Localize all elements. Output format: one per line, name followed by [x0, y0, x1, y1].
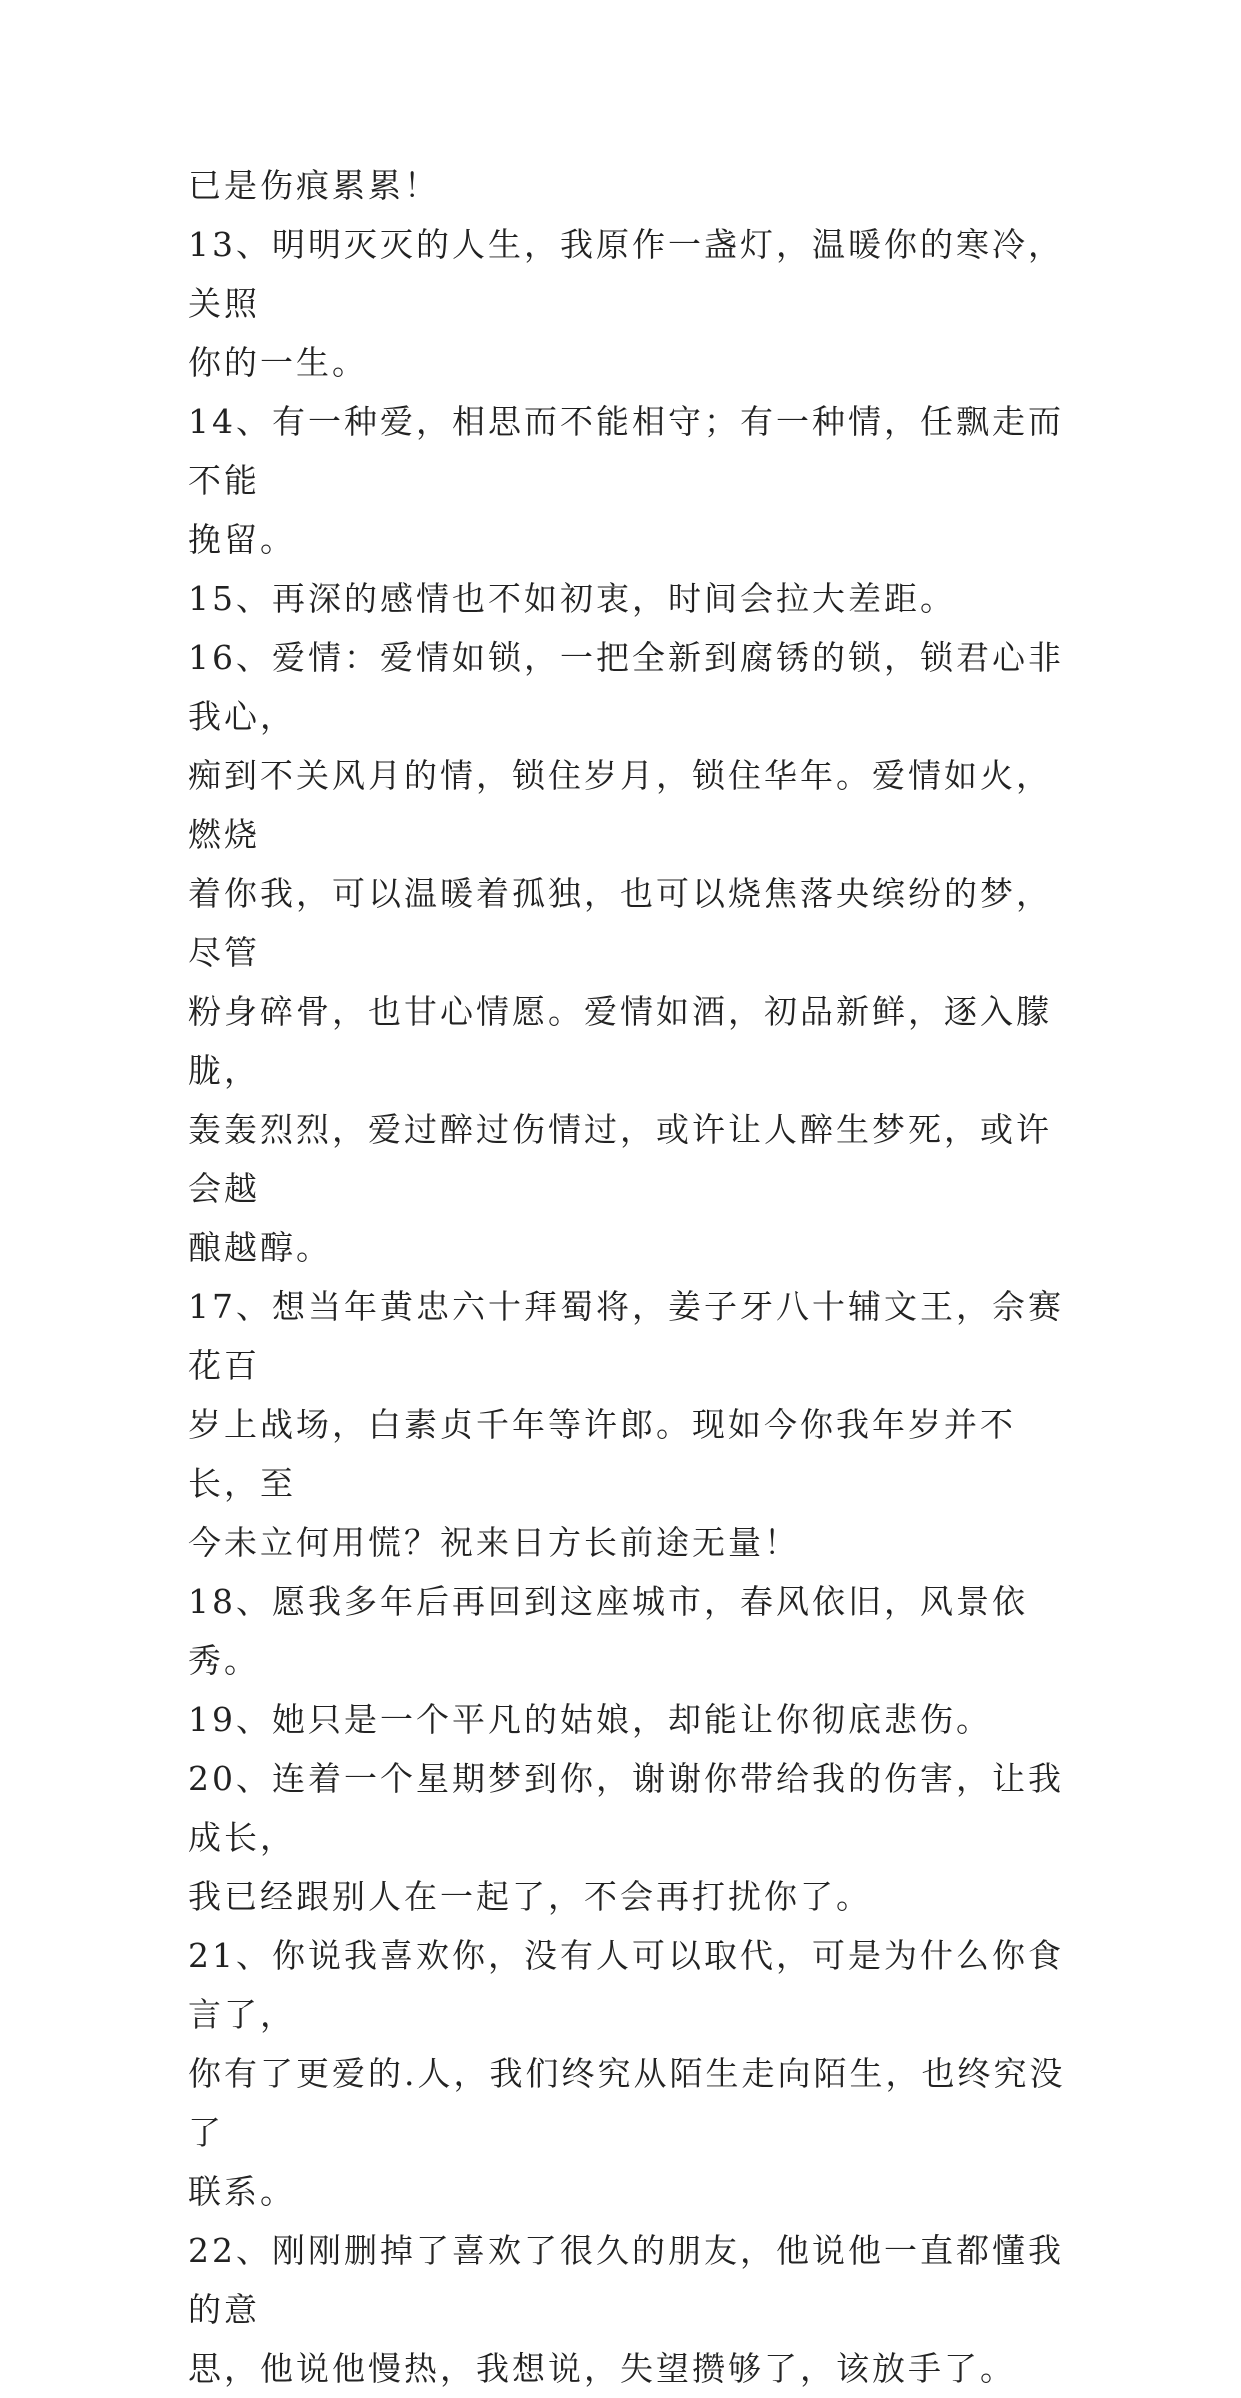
- paragraph-20: 20、连着一个星期梦到你，谢谢你带给我的伤害，让我成长， 我已经跟别人在一起了，不会再打扰你了。: [188, 1759, 1064, 1916]
- paragraph-21: 21、你说我喜欢你，没有人可以取代，可是为什么你食言了， 你有了更爱的.人，我们终究从陌生走向陌生，也终究没了 联系。: [188, 1936, 1066, 2211]
- paragraph-19: 19、她只是一个平凡的姑娘，却能让你彻底悲伤。: [188, 1700, 992, 1739]
- paragraph-18: 18、愿我多年后再回到这座城市，春风依旧，风景依秀。: [188, 1582, 1028, 1680]
- paragraph-13: 13、明明灭灭的人生，我原作一盏灯，温暖你的寒冷，关照 你的一生。: [188, 225, 1064, 382]
- paragraph-continued: 已是伤痕累累！: [188, 166, 440, 205]
- paragraph-14: 14、有一种爱，相思而不能相守；有一种情，任飘走而不能 挽留。: [188, 402, 1064, 559]
- paragraph-22: 22、刚刚删掉了喜欢了很久的朋友，他说他一直都懂我的意 思，他说他慢热，我想说，失望攒够了，该放手了。: [188, 2231, 1064, 2388]
- document-body: [188, 156, 1068, 2398]
- paragraph-16: 16、爱情：爱情如锁，一把全新到腐锈的锁，锁君心非我心， 痴到不关风月的情，锁住岁月，锁住华年。爱情如火，燃烧 着你我，可以温暖着孤独，也可以烧焦落央缤纷的梦，尽管 粉身碎骨，也甘心情愿。爱情如酒，初品新鲜，逐入朦胧， 轰轰烈烈，爱过醉过伤情过，或许让人醉生梦死，或许会越 酿越醇。: [188, 638, 1064, 1267]
- paragraph-17: 17、想当年黄忠六十拜蜀将，姜子牙八十辅文王，佘赛花百 岁上战场，白素贞千年等许郎。现如今你我年岁并不长，至 今未立何用慌？祝来日方长前途无量！: [188, 1287, 1064, 1562]
- paragraph-15: 15、再深的感情也不如初衷，时间会拉大差距。: [188, 579, 956, 618]
